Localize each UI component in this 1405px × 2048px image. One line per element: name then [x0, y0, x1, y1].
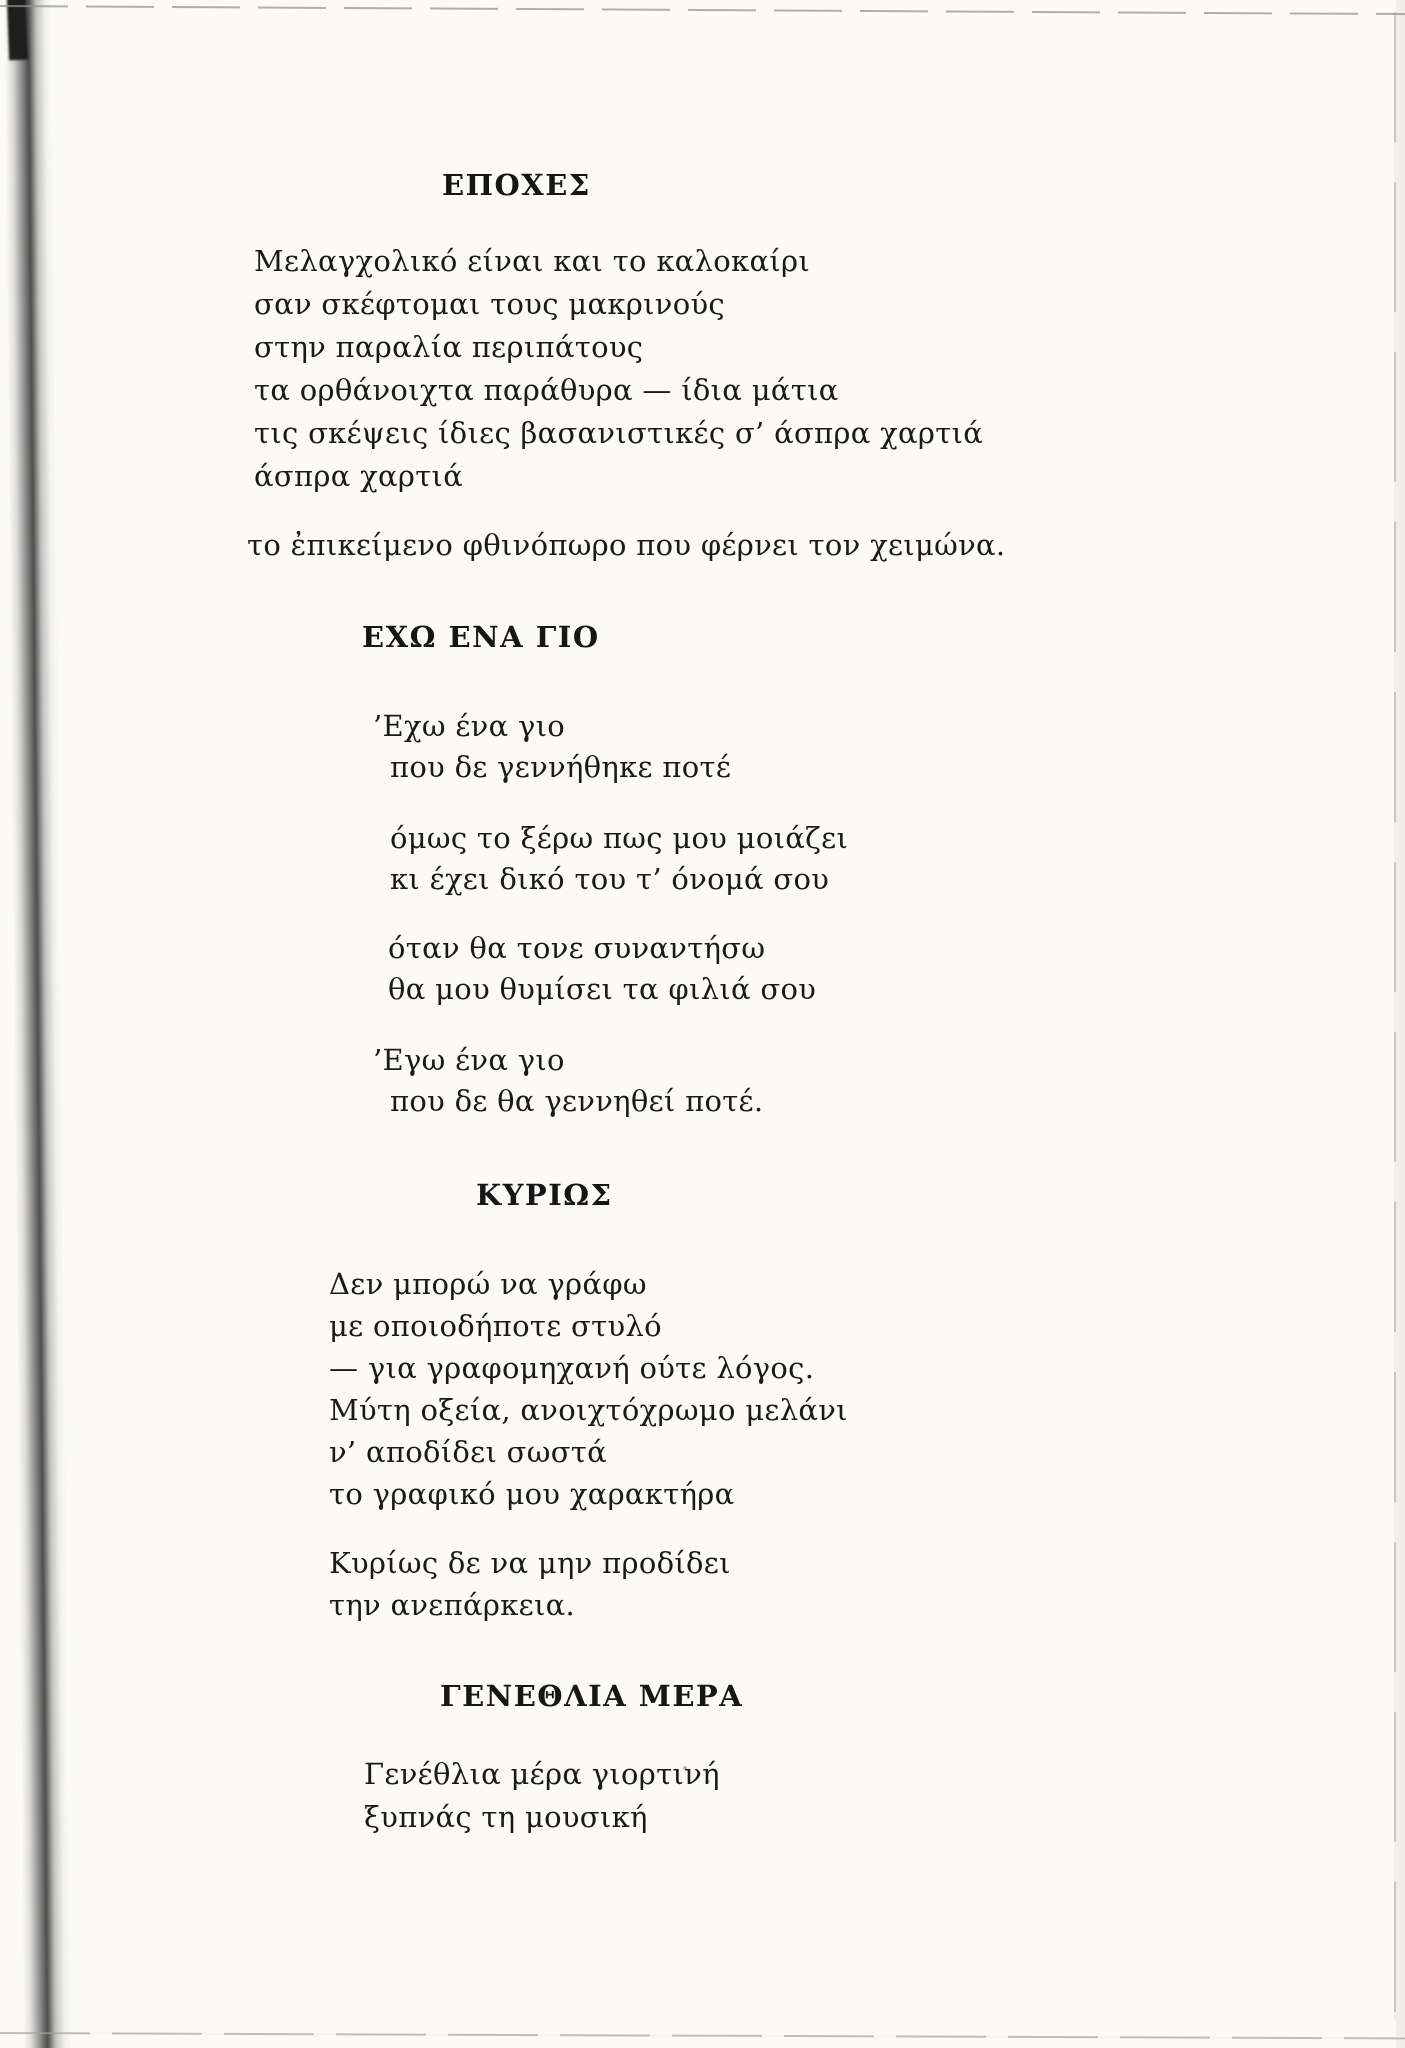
poem-line: ’Εγω ένα γιο [373, 1043, 565, 1077]
poem-line: Μελαγχολικό είναι και το καλοκαίρι [254, 244, 811, 278]
page-top-edge-line [0, 5, 1405, 15]
poem-line: την ανεπάρκεια. [329, 1588, 576, 1622]
page-bottom-edge-line [0, 2032, 1405, 2039]
page-right-edge-line [1394, 12, 1396, 2020]
poem-line: με οποιοδήποτε στυλό [329, 1309, 662, 1343]
poem-line: τις σκέψεις ίδιες βασανιστικές σ’ άσπρα χαρτιά [254, 416, 984, 450]
poem-stanza [364, 1753, 720, 1839]
poem-line: που δε γεννήθηκε ποτέ [390, 750, 732, 784]
poem-line: στην παραλία περιπάτους [254, 330, 644, 364]
poem-stanza [388, 928, 816, 1010]
poem-line: που δε θα γεννηθεί ποτέ. [390, 1084, 764, 1118]
poem-line: όμως το ξέρω πως μου μοιάζει [390, 821, 849, 855]
poem-line: — για γραφομηχανή ούτε λόγος. [329, 1351, 815, 1385]
poem-line: σαν σκέφτομαι τους μακρινούς [254, 287, 725, 321]
poem-line: Μύτη οξεία, ανοιχτόχρωμο μελάνι [329, 1393, 848, 1427]
poem-title: ΕΧΩ ΕΝΑ ΓΙΟ [362, 620, 600, 654]
poem-line: Κυρίως δε να μην προδίδει [329, 1546, 731, 1580]
poem-line: όταν θα τονε συναντήσω [388, 931, 766, 965]
poem-stanza [373, 1040, 764, 1122]
poem-line: ’Εχω ένα γιο [373, 709, 566, 743]
book-gutter-shadow [4, 0, 72, 2048]
poem-line: τα ορθάνοιχτα παράθυρα — ίδια μάτια [254, 373, 839, 407]
poem-line: ξυπνάς τη μουσική [364, 1800, 648, 1834]
poem-line: το ἐπικείμενο φθινόπωρο που φέρνει τον χειμώνα. [247, 528, 1006, 562]
poem-line: ν’ αποδίδει σωστά [329, 1435, 608, 1469]
poem-stanza [247, 524, 1005, 567]
poem-stanza [254, 240, 983, 498]
poem-stanza [373, 706, 732, 788]
poem-title: ΕΠΟΧΕΣ [442, 168, 591, 202]
page-right-margin [1396, 0, 1405, 2048]
poem-stanza [390, 818, 848, 900]
poem-line: κι έχει δικό του τ’ όνομά σου [390, 862, 830, 896]
poem-title: ΚΥΡΙΩΣ [476, 1178, 613, 1212]
poem-line: άσπρα χαρτιά [254, 459, 464, 493]
poem-line: το γραφικό μου χαρακτήρα [329, 1477, 735, 1511]
poem-stanza [329, 1542, 731, 1626]
gutter-top-dark-mark [7, 0, 28, 60]
poem-line: Γενέθλια μέρα γιορτινή [364, 1757, 720, 1791]
poem-line: Δεν μπορώ να γράφω [329, 1267, 647, 1301]
poem-stanza [329, 1263, 848, 1515]
poem-line: θα μου θυμίσει τα φιλιά σου [388, 972, 817, 1006]
poem-title: ΓΕΝΕΘΛΙΑ ΜΕΡΑ [440, 1679, 744, 1713]
